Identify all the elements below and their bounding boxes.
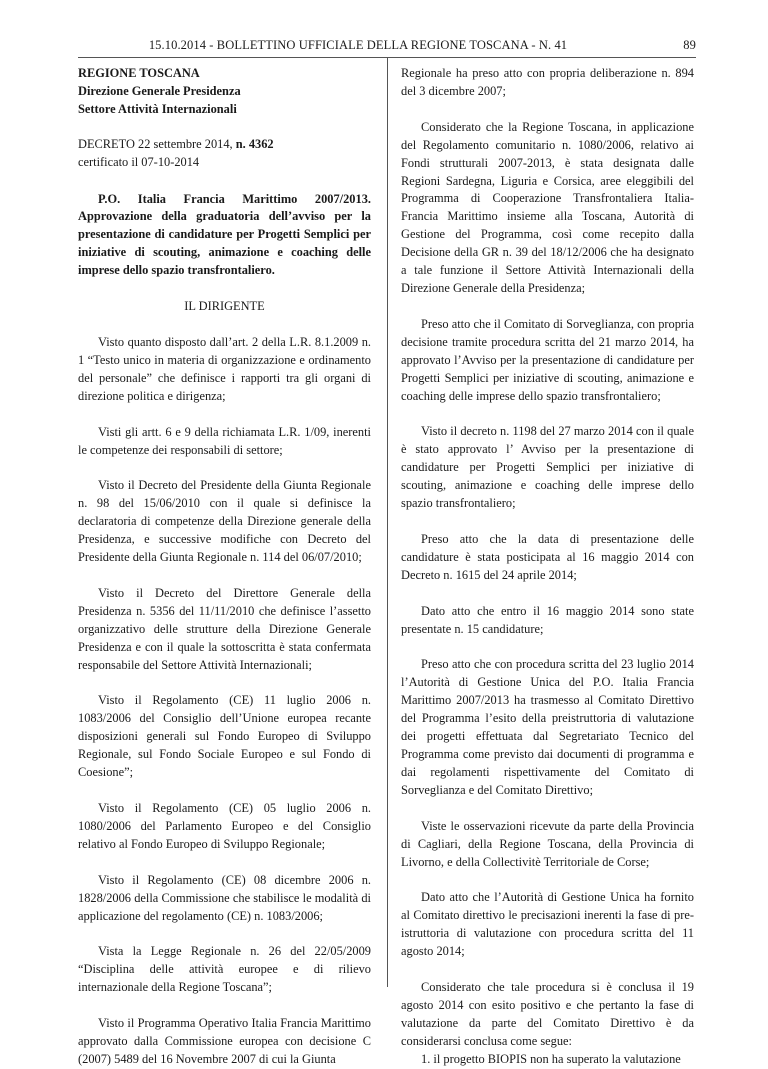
- column-divider: [387, 57, 388, 987]
- paragraph: Dato atto che l’Autorità di Gestione Unica ha fornito al Comitato direttivo le precisazioni inerenti la fase di pre-istruttoria di valutazione con procedura scritta del 11 agosto 2014;: [401, 890, 694, 959]
- dirigente-heading: IL DIRIGENTE: [184, 299, 265, 314]
- paragraph: Viste le osservazioni ricevute da parte della Provincia di Cagliari, della Regione Toscana, della Provincia di Livorno, e della Collectivitè Territoriale de Corse;: [401, 818, 694, 869]
- paragraph: Visto il Programma Operativo Italia Francia Marittimo approvato dalla Commissione europea con decisione C (2007) 5489 del 16 Novembre 2007 di cui la Giunta: [78, 1016, 371, 1066]
- bulletin-title: 15.10.2014 - BOLLETTINO UFFICIALE DELLA REGIONE TOSCANA - N. 41: [148, 38, 568, 52]
- paragraph: Visto quanto disposto dall’art. 2 della L.R. 8.1.2009 n. 1 “Testo unico in materia di organizzazione e ordinamento del personale” che definisce i rapporti tra gli organi di direzione politica e dirigenza;: [78, 334, 371, 403]
- page-number: 89: [683, 38, 696, 52]
- paragraph-continued: Regionale ha preso atto con propria deliberazione n. 894 del 3 dicembre 2007;: [401, 66, 694, 98]
- paragraph: Visto il Regolamento (CE) 05 luglio 2006 n. 1080/2006 del Parlamento Europeo e del Consiglio relativo al Fondo Europeo di Sviluppo Regionale;: [78, 801, 371, 851]
- decree-subject: P.O. Italia Francia Marittimo 2007/2013. Approvazione della graduatoria dell’avviso per la presentazione di candidature per Progetti Semplici per iniziative di scouting, animazione e coaching delle imprese dello spazio transfrontaliero.: [78, 191, 371, 278]
- organization-name: REGIONE TOSCANA: [78, 66, 200, 80]
- directorate-name: Direzione Generale Presidenza: [78, 83, 241, 98]
- paragraph: Visto il decreto n. 1198 del 27 marzo 2014 con il quale è stato approvato l’ Avviso per la presentazione di candidature per Progetti Semplici per iniziative di scouting, animazione e coaching delle imprese dello spazio transfrontaliero;: [401, 424, 694, 511]
- certified-line: certificato il 07-10-2014: [78, 154, 200, 169]
- paragraph: Considerato che tale procedura si è conclusa il 19 agosto 2014 con esito positivo e che pertanto la fase di valutazione da parte del Comitato Direttivo è da considerarsi conclusa come segue:: [401, 980, 694, 1048]
- paragraph: Visti gli artt. 6 e 9 della richiamata L.R. 1/09, inerenti le competenze dei responsabili di settore;: [78, 424, 371, 457]
- list-item: 1. il progetto BIOPIS non ha superato la valutazione: [421, 1051, 681, 1066]
- paragraph: Visto il Regolamento (CE) 11 luglio 2006 n. 1083/2006 del Consiglio dell’Unione europea recante disposizioni generali sul Fondo Europeo di Sviluppo Regionale, sul Fondo Sociale Europeo e sul Fondo di Coesione”;: [78, 693, 371, 780]
- paragraph: Visto il Regolamento (CE) 08 dicembre 2006 n. 1828/2006 della Commissione che stabilisce le modalità di applicazione del regolamento (CE) n. 1083/2006;: [78, 872, 371, 923]
- decree-date: DECRETO 22 settembre 2014,: [78, 136, 236, 151]
- paragraph: Preso atto che con procedura scritta del 23 luglio 2014 l’Autorità di Gestione Unica del P.O. Italia Francia Marittimo 2007/2013 ha trasmesso al Comitato Direttivo del Programma l’esito della preistruttoria di valutazione dei progetti effettuata dal Segretariato Tecnico del Programma come previsto dai documenti di programma e dai regolamenti rispettivamente del Comitato di Sorveglianza e del Comitato Direttivo;: [401, 657, 694, 797]
- paragraph: Visto il Decreto del Presidente della Giunta Regionale n. 98 del 15/06/2010 con il quale si definisce la declaratoria di competenze della Direzione generale della Presidenza, e successive modifiche con Decreto del Presidente della Giunta Regionale n. 114 del 06/07/2010;: [78, 478, 371, 565]
- decree-number: n. 4362: [235, 136, 274, 151]
- paragraph: Preso atto che il Comitato di Sorveglianza, con propria decisione tramite procedura scritta del 21 marzo 2014, ha approvato l’Avviso per la presentazione di candidature per Progetti Semplici per iniziative di scouting, animazione e coaching delle imprese dello spazio transfrontaliero;: [401, 316, 694, 403]
- paragraph: Preso atto che la data di presentazione delle candidature è stata posticipata al 16 maggio 2014 con Decreto n. 1615 del 24 aprile 2014;: [401, 531, 694, 582]
- right-column: [401, 58, 694, 1069]
- paragraph: Visto il Decreto del Direttore Generale della Presidenza n. 5356 del 11/11/2010 che definisce l’assetto organizzativo delle strutture della Direzione Generale Presidenza e con il quale la sottoscritta è stata confermata responsabile del Settore Attività Internazionali;: [78, 585, 371, 672]
- paragraph: Vista la Legge Regionale n. 26 del 22/05/2009 “Disciplina delle attività europee e di rilievo internazionale della Regione Toscana”;: [78, 944, 371, 995]
- paragraph: Considerato che la Regione Toscana, in applicazione del Regolamento comunitario n. 1080/2006, relativo ai Fondi strutturali 2007-2013, è stata designata dalle Regioni Sardegna, Liguria e Corsica, aree eleggibili del Programma di Cooperazione Transfrontaliera Italia-Francia Marittimo insieme alla Toscana, Autorità di Gestione del Programma, così come recepito dalla Decisione della GR n. 39 del 18/12/2006 che ha designato a tale funzione il Settore Attività Internazionali della Direzione Generale della Presidenza;: [401, 119, 694, 295]
- paragraph: Dato atto che entro il 16 maggio 2014 sono state presentate n. 15 candidature;: [401, 603, 694, 636]
- left-column: [78, 58, 371, 1069]
- decree-line: [78, 136, 371, 154]
- sector-name: Settore Attività Internazionali: [78, 101, 237, 116]
